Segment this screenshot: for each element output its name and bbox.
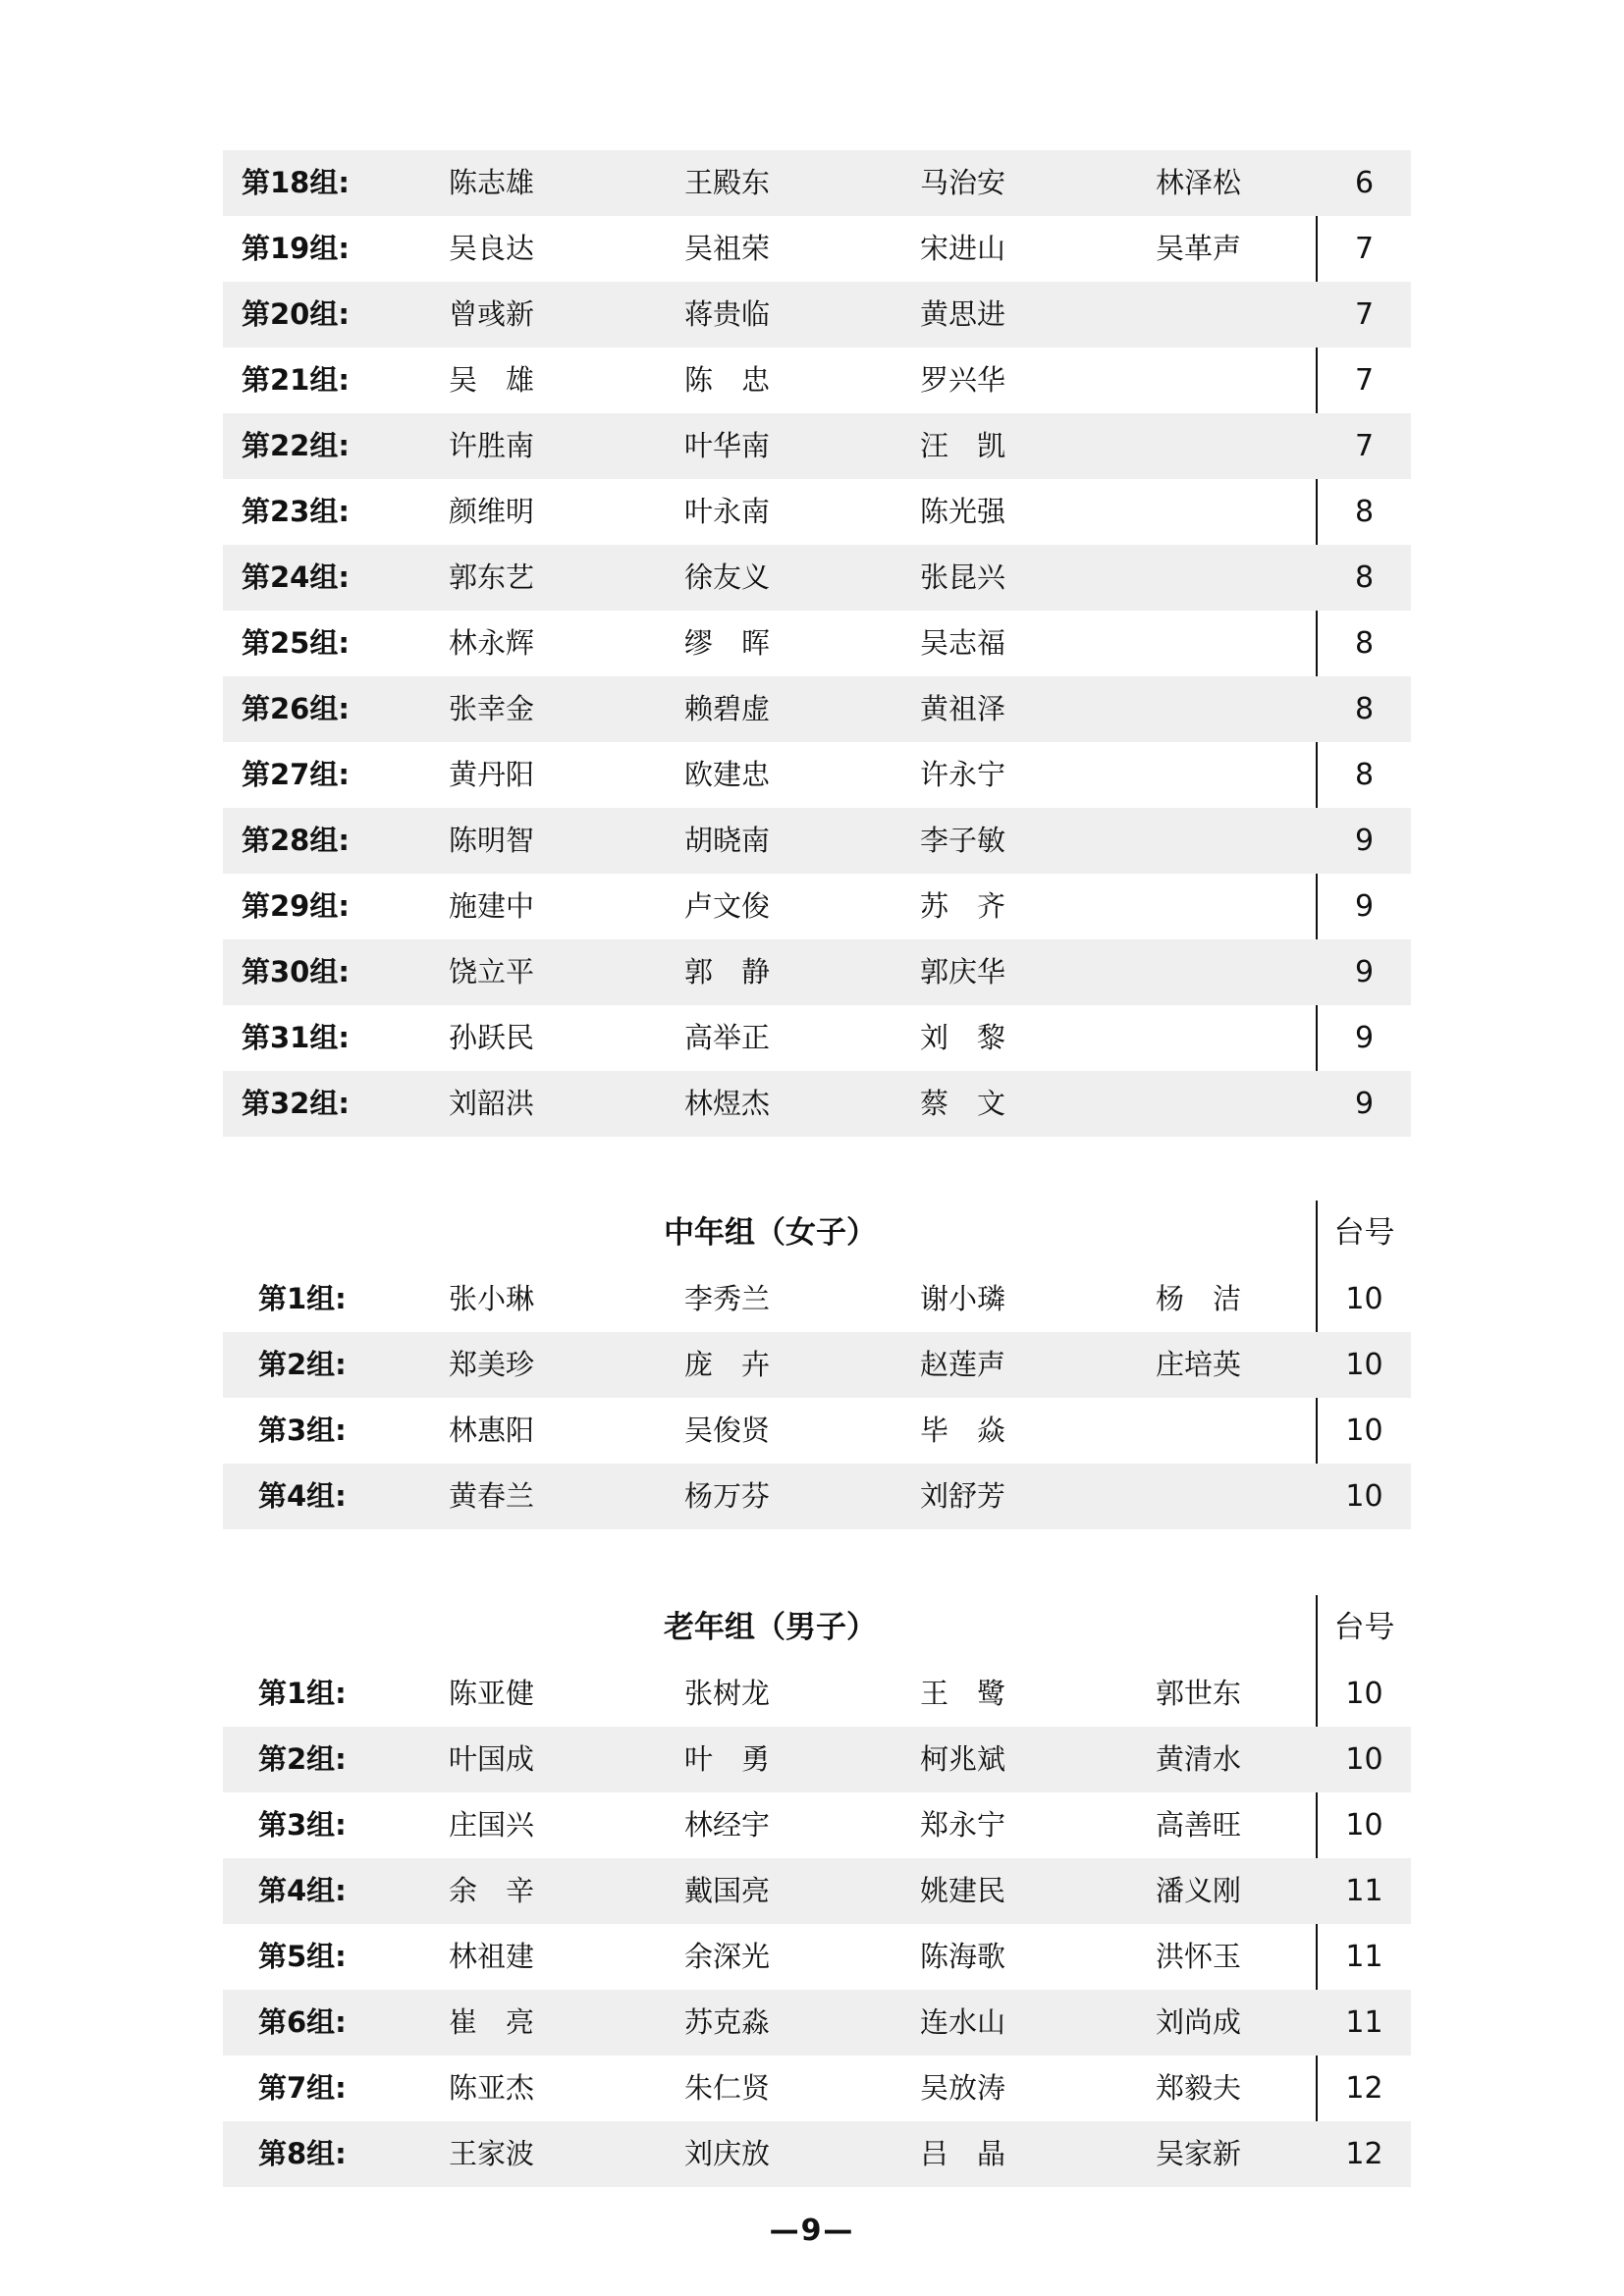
member-name: 余 辛 xyxy=(449,1874,535,1907)
member-name: 高举正 xyxy=(684,1021,771,1054)
member-name: 陈光强 xyxy=(920,495,1006,528)
member-name: 张小琳 xyxy=(449,1282,535,1315)
member-name: 郭庆华 xyxy=(920,955,1006,988)
table-row xyxy=(223,1266,1411,1332)
table-number: 8 xyxy=(1354,561,1375,595)
group-label: 第25组: xyxy=(242,626,350,660)
member-name: 苏克淼 xyxy=(684,2005,771,2039)
table-row xyxy=(223,545,1411,611)
member-name: 叶华南 xyxy=(684,429,771,462)
member-name: 谢小璘 xyxy=(920,1282,1006,1315)
group-label: 第28组: xyxy=(242,824,350,857)
member-name: 庄培英 xyxy=(1156,1348,1242,1381)
member-name: 刘庆放 xyxy=(684,2137,771,2170)
member-name: 林煜杰 xyxy=(684,1087,771,1120)
group-label: 第4组: xyxy=(258,1479,347,1513)
table-row xyxy=(223,2056,1411,2121)
group-label: 第29组: xyxy=(242,889,350,923)
member-name: 潘义刚 xyxy=(1156,1874,1242,1907)
member-name: 缪 晖 xyxy=(684,626,771,660)
table-number: 10 xyxy=(1345,1742,1383,1777)
member-name: 郭世东 xyxy=(1156,1677,1242,1710)
table-row xyxy=(223,1398,1411,1464)
member-name: 汪 凯 xyxy=(920,429,1006,462)
member-name: 吴 雄 xyxy=(449,363,535,397)
group-label: 第1组: xyxy=(258,1282,347,1315)
member-name: 施建中 xyxy=(449,889,535,923)
member-name: 颜维明 xyxy=(449,495,535,528)
table-number: 7 xyxy=(1354,429,1375,463)
table-row xyxy=(223,808,1411,874)
member-name: 连水山 xyxy=(920,2005,1006,2039)
group-label: 第21组: xyxy=(242,363,350,397)
member-name: 陈海歌 xyxy=(920,1940,1006,1973)
table-number: 11 xyxy=(1345,2005,1383,2040)
member-name: 苏 齐 xyxy=(920,889,1006,923)
table-row xyxy=(223,1071,1411,1137)
member-name: 郑毅夫 xyxy=(1156,2071,1242,2105)
table-row xyxy=(223,1858,1411,1924)
table-number: 11 xyxy=(1345,1940,1383,1974)
section-header xyxy=(223,1201,1411,1266)
group-label: 第7组: xyxy=(258,2071,347,2105)
table-row xyxy=(223,216,1411,282)
table-number: 10 xyxy=(1345,1479,1383,1514)
table-row xyxy=(223,1661,1411,1727)
group-list-continued xyxy=(223,150,1411,1137)
member-name: 蔡 文 xyxy=(920,1087,1006,1120)
table-row xyxy=(223,874,1411,939)
member-name: 郭 静 xyxy=(684,955,771,988)
table-number: 12 xyxy=(1345,2137,1383,2171)
member-name: 赖碧虚 xyxy=(684,692,771,725)
table-number: 9 xyxy=(1354,955,1375,989)
member-name: 王 鹭 xyxy=(920,1677,1006,1710)
member-name: 林永辉 xyxy=(449,626,535,660)
group-label: 第6组: xyxy=(258,2005,347,2039)
member-name: 林泽松 xyxy=(1156,166,1242,199)
member-name: 蒋贵临 xyxy=(684,297,771,331)
member-name: 王家波 xyxy=(449,2137,535,2170)
table-row xyxy=(223,282,1411,347)
table-number: 8 xyxy=(1354,495,1375,529)
member-name: 刘韶洪 xyxy=(449,1087,535,1120)
member-name: 林惠阳 xyxy=(449,1414,535,1447)
table-number-header: 台号 xyxy=(1333,1610,1395,1645)
table-number-header: 台号 xyxy=(1333,1215,1395,1251)
group-label: 第27组: xyxy=(242,758,350,791)
member-name: 张昆兴 xyxy=(920,561,1006,594)
table-number: 7 xyxy=(1354,297,1375,332)
member-name: 姚建民 xyxy=(920,1874,1006,1907)
group-label: 第32组: xyxy=(242,1087,350,1120)
member-name: 许胜南 xyxy=(449,429,535,462)
member-name: 朱仁贤 xyxy=(684,2071,771,2105)
table-number: 8 xyxy=(1354,758,1375,792)
table-row xyxy=(223,347,1411,413)
member-name: 吴俊贤 xyxy=(684,1414,771,1447)
member-name: 陈亚杰 xyxy=(449,2071,535,2105)
member-name: 陈亚健 xyxy=(449,1677,535,1710)
table-number: 7 xyxy=(1354,232,1375,266)
member-name: 陈 忠 xyxy=(684,363,771,397)
table-number: 10 xyxy=(1345,1677,1383,1711)
member-name: 许永宁 xyxy=(920,758,1006,791)
member-name: 叶 勇 xyxy=(684,1742,771,1776)
member-name: 崔 亮 xyxy=(449,2005,535,2039)
table-number: 9 xyxy=(1354,1087,1375,1121)
table-row xyxy=(223,150,1411,216)
table-number: 10 xyxy=(1345,1282,1383,1316)
table-row xyxy=(223,1464,1411,1529)
member-name: 徐友义 xyxy=(684,561,771,594)
senior-men-section xyxy=(223,1595,1411,2187)
member-name: 叶国成 xyxy=(449,1742,535,1776)
member-name: 王殿东 xyxy=(684,166,771,199)
group-label: 第22组: xyxy=(242,429,350,462)
table-row xyxy=(223,479,1411,545)
table-number: 8 xyxy=(1354,692,1375,726)
group-label: 第3组: xyxy=(258,1414,347,1447)
member-name: 饶立平 xyxy=(449,955,535,988)
member-name: 郭东艺 xyxy=(449,561,535,594)
table-row xyxy=(223,611,1411,676)
section-title: 中年组（女子） xyxy=(664,1215,877,1251)
table-number: 10 xyxy=(1345,1808,1383,1842)
member-name: 欧建忠 xyxy=(684,758,771,791)
member-name: 黄春兰 xyxy=(449,1479,535,1513)
group-label: 第2组: xyxy=(258,1348,347,1381)
member-name: 林祖建 xyxy=(449,1940,535,1973)
member-name: 张树龙 xyxy=(684,1677,771,1710)
member-name: 孙跃民 xyxy=(449,1021,535,1054)
member-name: 黄祖泽 xyxy=(920,692,1006,725)
group-label: 第19组: xyxy=(242,232,350,265)
group-label: 第24组: xyxy=(242,561,350,594)
group-label: 第23组: xyxy=(242,495,350,528)
member-name: 赵莲声 xyxy=(920,1348,1006,1381)
member-name: 宋进山 xyxy=(920,232,1006,265)
member-name: 刘 黎 xyxy=(920,1021,1006,1054)
table-row xyxy=(223,1924,1411,1990)
group-label: 第20组: xyxy=(242,297,350,331)
table-number: 10 xyxy=(1345,1348,1383,1382)
group-label: 第5组: xyxy=(258,1940,347,1973)
table-number: 9 xyxy=(1354,1021,1375,1055)
member-name: 叶永南 xyxy=(684,495,771,528)
member-name: 卢文俊 xyxy=(684,889,771,923)
section-title: 老年组（男子） xyxy=(664,1610,877,1645)
member-name: 高善旺 xyxy=(1156,1808,1242,1842)
member-name: 郑永宁 xyxy=(920,1808,1006,1842)
member-name: 马治安 xyxy=(920,166,1006,199)
group-label: 第2组: xyxy=(258,1742,347,1776)
member-name: 李子敏 xyxy=(920,824,1006,857)
member-name: 戴国亮 xyxy=(684,1874,771,1907)
group-label: 第30组: xyxy=(242,955,350,988)
member-name: 罗兴华 xyxy=(920,363,1006,397)
member-name: 胡晓南 xyxy=(684,824,771,857)
member-name: 郑美珍 xyxy=(449,1348,535,1381)
group-label: 第8组: xyxy=(258,2137,347,2170)
page-number: —9— xyxy=(769,2214,855,2248)
member-name: 黄思进 xyxy=(920,297,1006,331)
table-number: 9 xyxy=(1354,889,1375,924)
member-name: 吕 晶 xyxy=(920,2137,1006,2170)
member-name: 吴家新 xyxy=(1156,2137,1242,2170)
group-label: 第1组: xyxy=(258,1677,347,1710)
middle-age-women-section xyxy=(223,1201,1411,1529)
member-name: 曾彧新 xyxy=(449,297,535,331)
group-label: 第18组: xyxy=(242,166,350,199)
member-name: 杨万芬 xyxy=(684,1479,771,1513)
table-row xyxy=(223,413,1411,479)
member-name: 吴革声 xyxy=(1156,232,1242,265)
group-label: 第4组: xyxy=(258,1874,347,1907)
table-row xyxy=(223,1332,1411,1398)
table-number: 11 xyxy=(1345,1874,1383,1908)
table-row xyxy=(223,1792,1411,1858)
table-number: 6 xyxy=(1354,166,1375,200)
member-name: 杨 洁 xyxy=(1156,1282,1242,1315)
member-name: 吴志福 xyxy=(920,626,1006,660)
table-row xyxy=(223,1727,1411,1792)
member-name: 陈志雄 xyxy=(449,166,535,199)
table-number: 8 xyxy=(1354,626,1375,661)
table-row xyxy=(223,1005,1411,1071)
group-label: 第31组: xyxy=(242,1021,350,1054)
table-row xyxy=(223,939,1411,1005)
member-name: 毕 焱 xyxy=(920,1414,1006,1447)
member-name: 余深光 xyxy=(684,1940,771,1973)
group-label: 第26组: xyxy=(242,692,350,725)
member-name: 吴祖荣 xyxy=(684,232,771,265)
member-name: 庞 卉 xyxy=(684,1348,771,1381)
member-name: 李秀兰 xyxy=(684,1282,771,1315)
table-row xyxy=(223,676,1411,742)
table-row xyxy=(223,1990,1411,2056)
member-name: 洪怀玉 xyxy=(1156,1940,1242,1973)
table-number: 10 xyxy=(1345,1414,1383,1448)
member-name: 陈明智 xyxy=(449,824,535,857)
member-name: 张幸金 xyxy=(449,692,535,725)
member-name: 黄清水 xyxy=(1156,1742,1242,1776)
member-name: 吴良达 xyxy=(449,232,535,265)
member-name: 吴放涛 xyxy=(920,2071,1006,2105)
member-name: 黄丹阳 xyxy=(449,758,535,791)
member-name: 刘舒芳 xyxy=(920,1479,1006,1513)
section-header xyxy=(223,1595,1411,1661)
member-name: 庄国兴 xyxy=(449,1808,535,1842)
member-name: 林经宇 xyxy=(684,1808,771,1842)
table-number: 7 xyxy=(1354,363,1375,398)
group-label: 第3组: xyxy=(258,1808,347,1842)
table-number: 9 xyxy=(1354,824,1375,858)
member-name: 柯兆斌 xyxy=(920,1742,1006,1776)
member-name: 刘尚成 xyxy=(1156,2005,1242,2039)
table-row xyxy=(223,2121,1411,2187)
table-number: 12 xyxy=(1345,2071,1383,2106)
table-row xyxy=(223,742,1411,808)
